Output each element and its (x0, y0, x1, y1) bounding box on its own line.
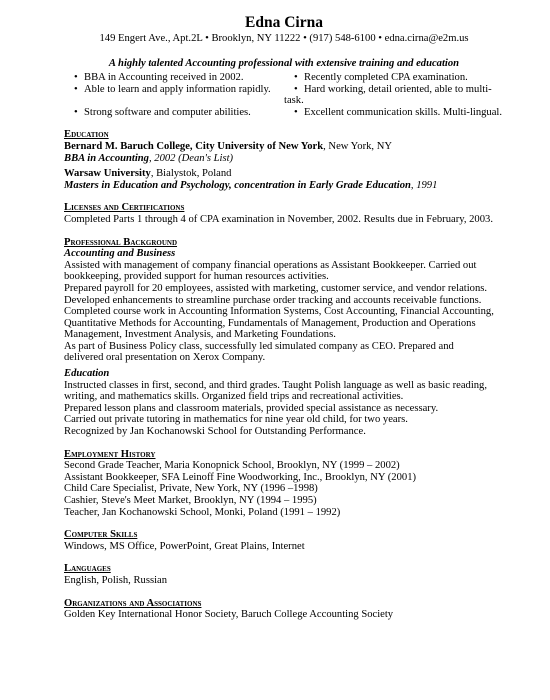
section-title: Licenses and Certifications (64, 202, 185, 214)
languages-section (64, 563, 504, 586)
education-section (64, 129, 504, 191)
employment-section (64, 449, 504, 519)
highlight-item: • Strong software and computer abilities. (64, 107, 284, 119)
candidate-name: Edna Cirna (245, 14, 323, 31)
background-line: Completed course work in Accounting Information Systems, Cost Accounting, Financial Accounting, (64, 306, 494, 318)
section-title: Education (64, 129, 109, 141)
highlight-item: • Recently completed CPA examination. (284, 72, 504, 84)
highlight-item: • BBA in Accounting received in 2002. (64, 72, 284, 84)
bullet-icon: • (294, 106, 298, 118)
licenses-section (64, 202, 504, 225)
background-line: Prepared lesson plans and classroom materials, provided special assistance as necessary. (64, 402, 439, 414)
background-line: Carried out private tutoring in mathematics for nine year old child, for two years. (64, 414, 408, 426)
languages-text: English, Polish, Russian (64, 574, 168, 586)
education-entry (64, 141, 504, 164)
degree-detail: , 2002 (Dean's List) (148, 152, 234, 164)
organizations-section (64, 598, 504, 621)
organizations-text: Golden Key International Honor Society, Baruch College Accounting Society (64, 609, 394, 621)
background-line: writing, and mathematics skills. Organized field trips and recreational activities. (64, 391, 404, 403)
highlight-item: • Excellent communication skills. Multi-lingual. (284, 107, 504, 119)
background-group (64, 368, 504, 438)
bullet-icon: • (74, 106, 78, 118)
background-line: Management, Investment Analysis, and Marketing Foundations. (64, 329, 336, 341)
group-heading: Education (64, 368, 110, 380)
highlight-item: • Able to learn and apply information rapidly. (64, 84, 284, 107)
school-location: , Bialystok, Poland (150, 168, 232, 180)
background-line: Developed enhancements to streamline purchase order tracking and accounts receivable functions. (64, 294, 482, 306)
background-line: Instructed classes in first, second, and third grades. Taught Polish language as well as basic reading, (64, 379, 487, 391)
degree: BBA in Accounting (64, 152, 149, 164)
school-location: , New York, NY (323, 140, 392, 152)
school-name: Warsaw University (64, 168, 151, 180)
background-line: Assisted with management of company financial operations as Assistant Bookkeeper. Carried out (64, 259, 477, 271)
licenses-text: Completed Parts 1 through 4 of CPA examination in November, 2002. Results due in February, 2003. (64, 213, 493, 225)
background-line: Recognized by Jan Kochanowski School for Outstanding Performance. (64, 426, 366, 438)
bullet-icon: • (74, 72, 78, 83)
computer-section (64, 529, 504, 552)
education-entry (64, 168, 504, 191)
employment-line: Child Care Specialist, Private, New York, NY (1996 –1998) (64, 483, 318, 495)
highlights-list (64, 72, 504, 118)
background-group (64, 248, 504, 364)
employment-line: Second Grade Teacher, Maria Konopnick School, Brooklyn, NY (1999 – 2002) (64, 460, 400, 472)
bullet-icon: • (294, 72, 298, 83)
contact-line: 149 Engert Ave., Apt.2L • Brooklyn, NY 11222 • (917) 548-6100 • edna.cirna@e2m.us (99, 33, 469, 44)
tagline: A highly talented Accounting professional with extensive training and education (108, 58, 460, 69)
section-title: Professional Background (64, 236, 178, 248)
background-line: delivered oral presentation on Xerox Company. (64, 352, 266, 364)
background-line: bookkeeping, provided support for human resources activities. (64, 271, 329, 283)
group-heading: Accounting and Business (64, 248, 176, 260)
employment-line: Assistant Bookkeeper, SFA Leinoff Fine Woodworking, Inc., Brooklyn, NY (2001) (64, 471, 417, 483)
degree-detail: , 1991 (410, 179, 438, 191)
background-line: As part of Business Policy class, successfully led simulated company as CEO. Prepared and (64, 340, 454, 352)
section-title: Organizations and Associations (64, 597, 202, 609)
degree: Masters in Education and Psychology, concentration in Early Grade Education (64, 179, 411, 191)
school-name: Bernard M. Baruch College, City University of New York (64, 140, 324, 152)
background-line: Prepared payroll for 20 employees, assisted with marketing, customer service, and vendor relations. (64, 282, 488, 294)
background-section (64, 237, 504, 438)
section-title: Employment History (64, 448, 156, 460)
highlight-item: • Hard working, detail oriented, able to multi-task. (284, 83, 492, 107)
background-line: Quantitative Methods for Accounting, Fundamentals of Management, Production and Operations (64, 317, 476, 329)
employment-line: Cashier, Steve's Meet Market, Brooklyn, NY (1994 – 1995) (64, 495, 317, 506)
bullet-icon: • (294, 83, 298, 95)
section-title: Languages (64, 563, 111, 575)
employment-line: Teacher, Jan Kochanowski School, Monki, Poland (1991 – 1992) (64, 506, 341, 518)
section-title: Computer Skills (64, 529, 138, 541)
computer-text: Windows, MS Office, PowerPoint, Great Plains, Internet (64, 540, 305, 552)
bullet-icon: • (74, 83, 78, 95)
resume-page (64, 10, 504, 621)
